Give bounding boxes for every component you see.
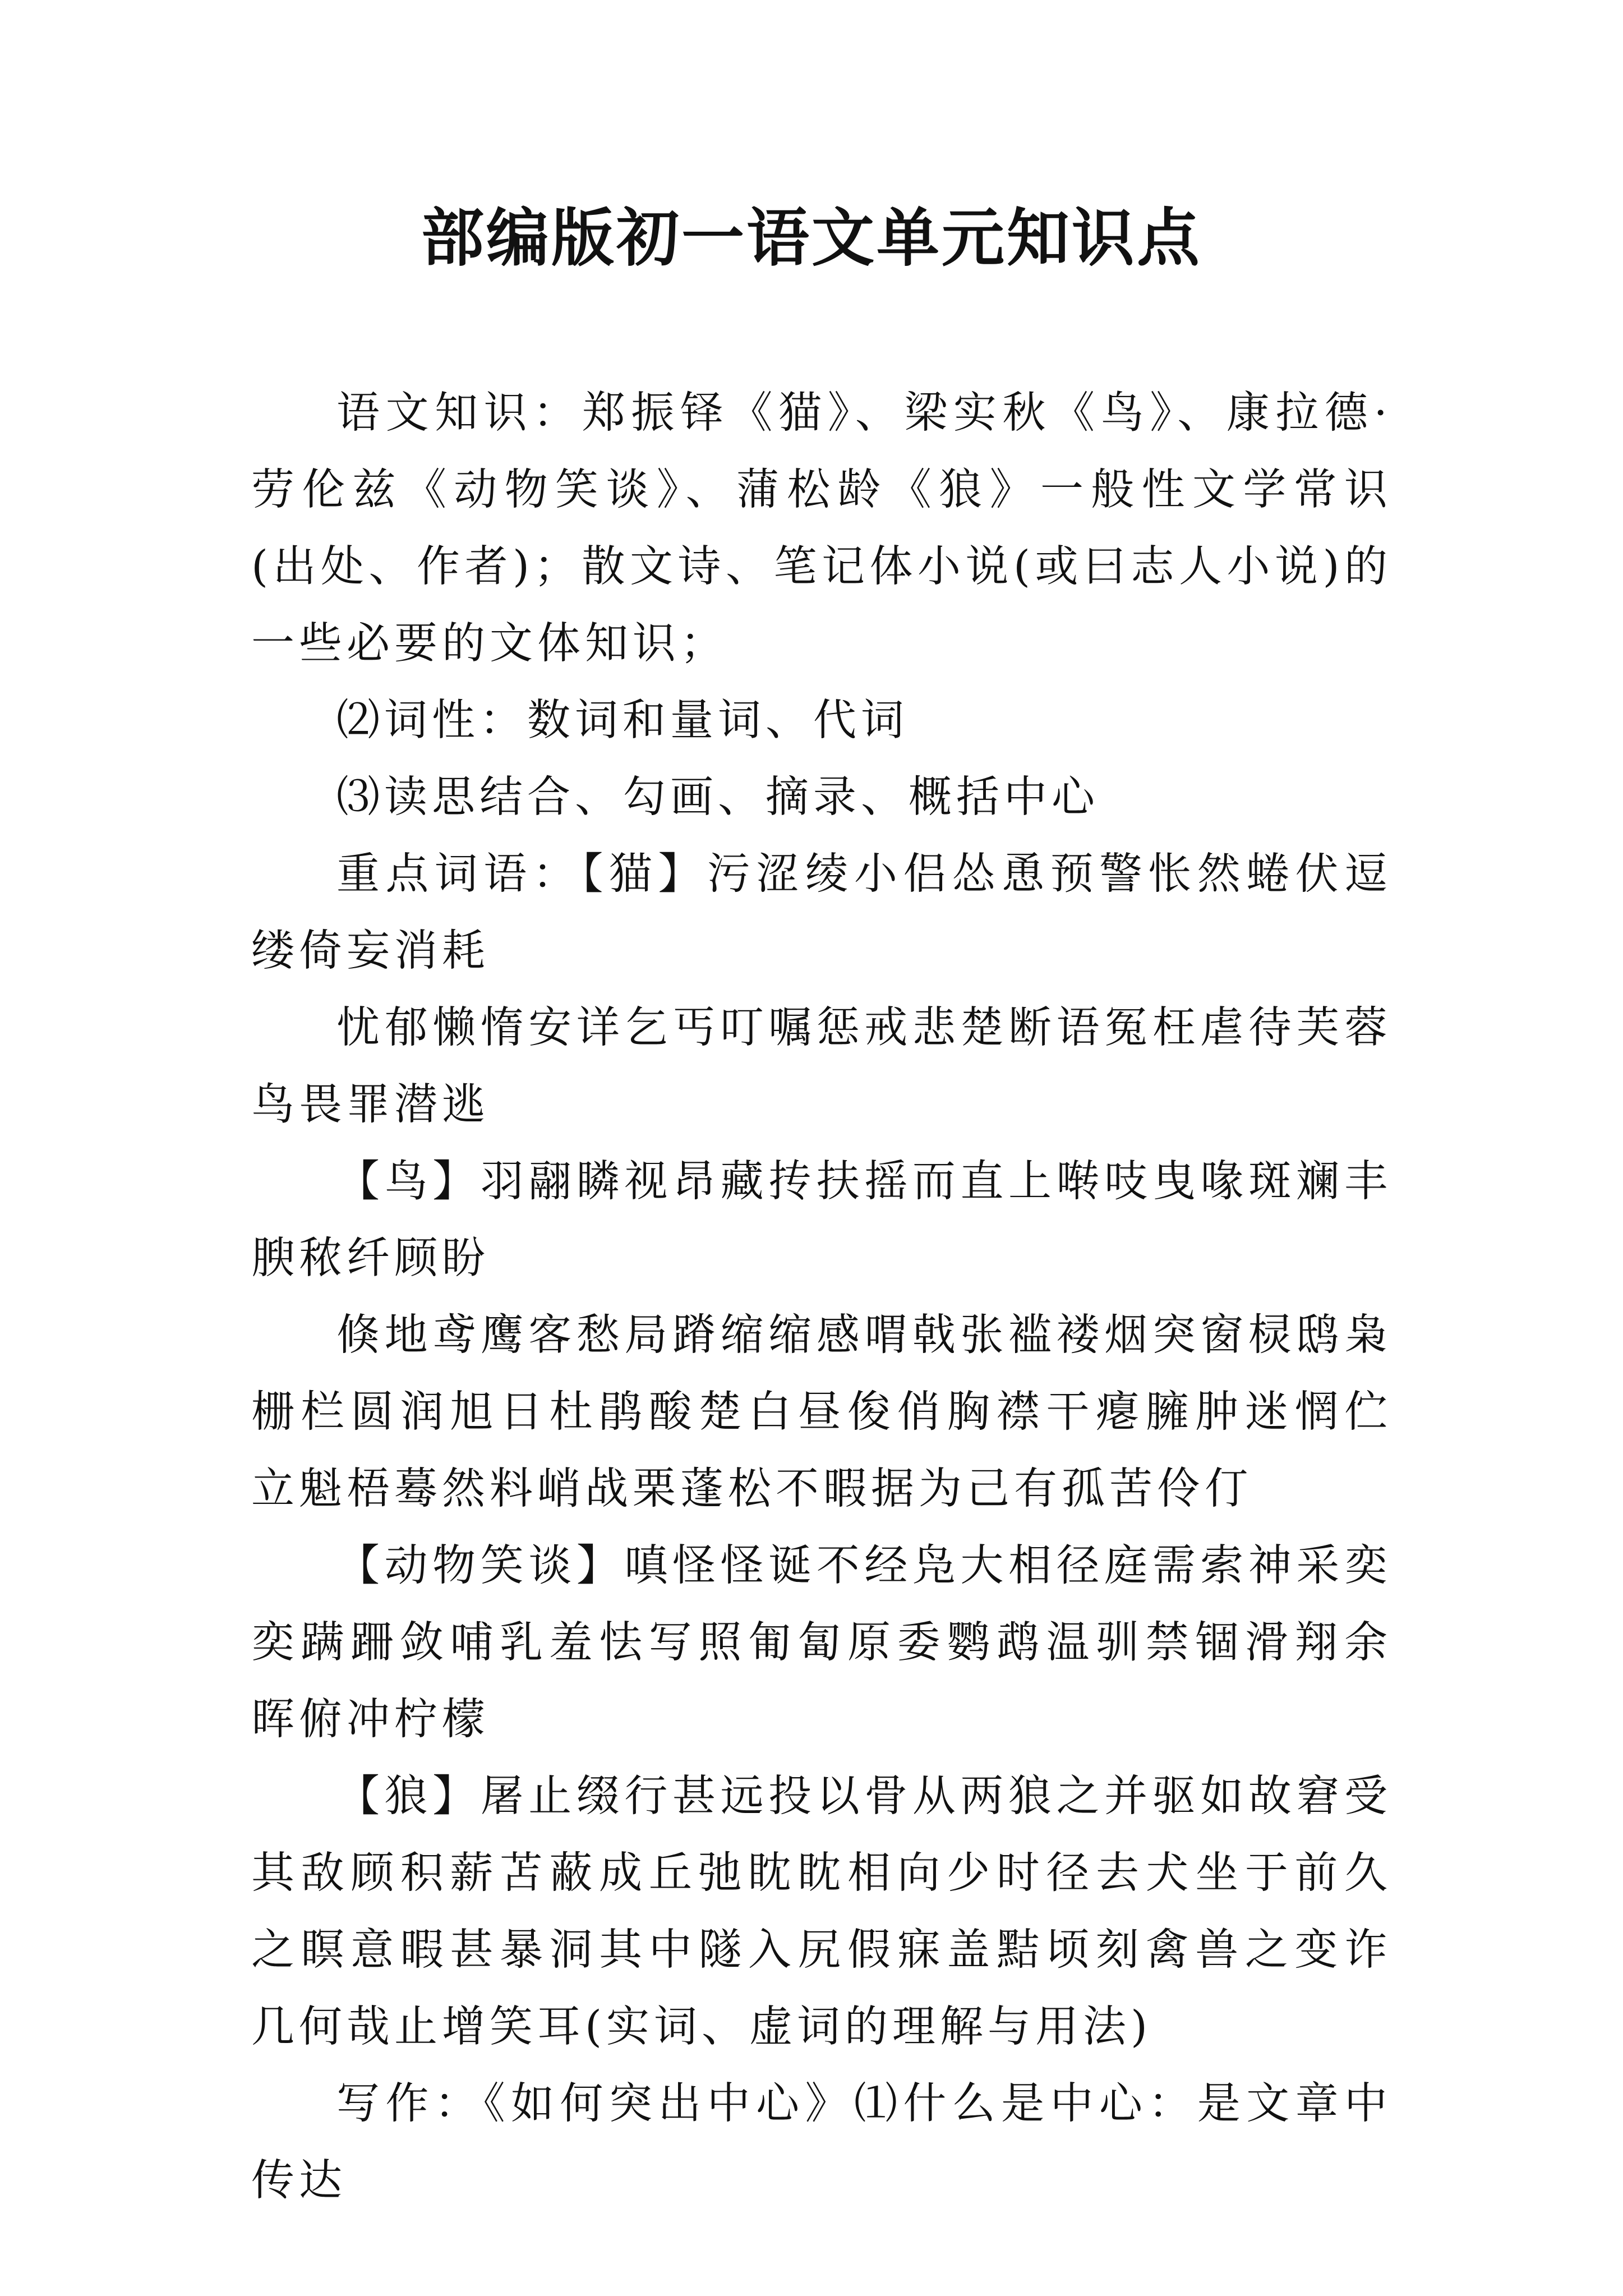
paragraph-vocab-bird-continued: 倏地鸢鹰客愁局蹐缩缩感喟戟张褴褛烟突窗棂鸱枭栅栏圆润旭日杜鹃酸楚白昼俊俏胸襟干瘪臃肿迷惘伫立魁梧蓦然料峭战栗蓬松不暇据为己有孤苦伶仃 <box>251 1310 1392 1514</box>
paragraph-vocab-cat: 重点词语：【猫】污涩绫小侣怂恿预警怅然蜷伏逗缕倚妄消耗 <box>251 849 1392 976</box>
paragraph-reading-skills: ⑶读思结合、勾画、摘录、概括中心 <box>336 772 1099 822</box>
paragraph-vocab-bird: 【鸟】羽翮瞵视昂藏抟扶摇而直上啭吱曳喙斑斓丰腴秾纤顾盼 <box>251 1157 1392 1283</box>
paragraph-vocab-wolf: 【狼】屠止缀行甚远投以骨从两狼之并驱如故窘受其敌顾积薪苫蔽成丘弛眈眈相向少时径去犬坐于前久之瞑意暇甚暴洞其中隧入尻假寐盖黠顷刻禽兽之变诈几何哉止增笑耳(实词、虚词的理解与用法) <box>251 1772 1392 2052</box>
paragraph-writing: 写作：《如何突出中心》⑴什么是中心：是文章中传达 <box>251 2079 1392 2206</box>
document-body <box>251 375 1392 2219</box>
document-title: 部编版初一语文单元知识点 <box>421 201 1202 275</box>
paragraph-literary-knowledge: 语文知识：郑振铎《猫》、梁实秋《鸟》、康拉德·劳伦兹《动物笑谈》、蒲松龄《狼》一般性文学常识(出处、作者)；散文诗、笔记体小说(或曰志人小说)的一些必要的文体知识； <box>251 388 1392 669</box>
paragraph-vocab-cat-continued: 忧郁懒惰安详乞丐叮嘱惩戒悲楚断语冤枉虐待芙蓉鸟畏罪潜逃 <box>251 1003 1392 1130</box>
paragraph-vocab-animal-jokes: 【动物笑谈】嗔怪怪诞不经凫大相径庭需索神采奕奕蹒跚敛哺乳羞怯写照匍匐原委鹦鹉温驯禁锢滑翔余晖俯冲柠檬 <box>251 1541 1392 1745</box>
paragraph-parts-of-speech: ⑵词性：数词和量词、代词 <box>336 696 909 746</box>
